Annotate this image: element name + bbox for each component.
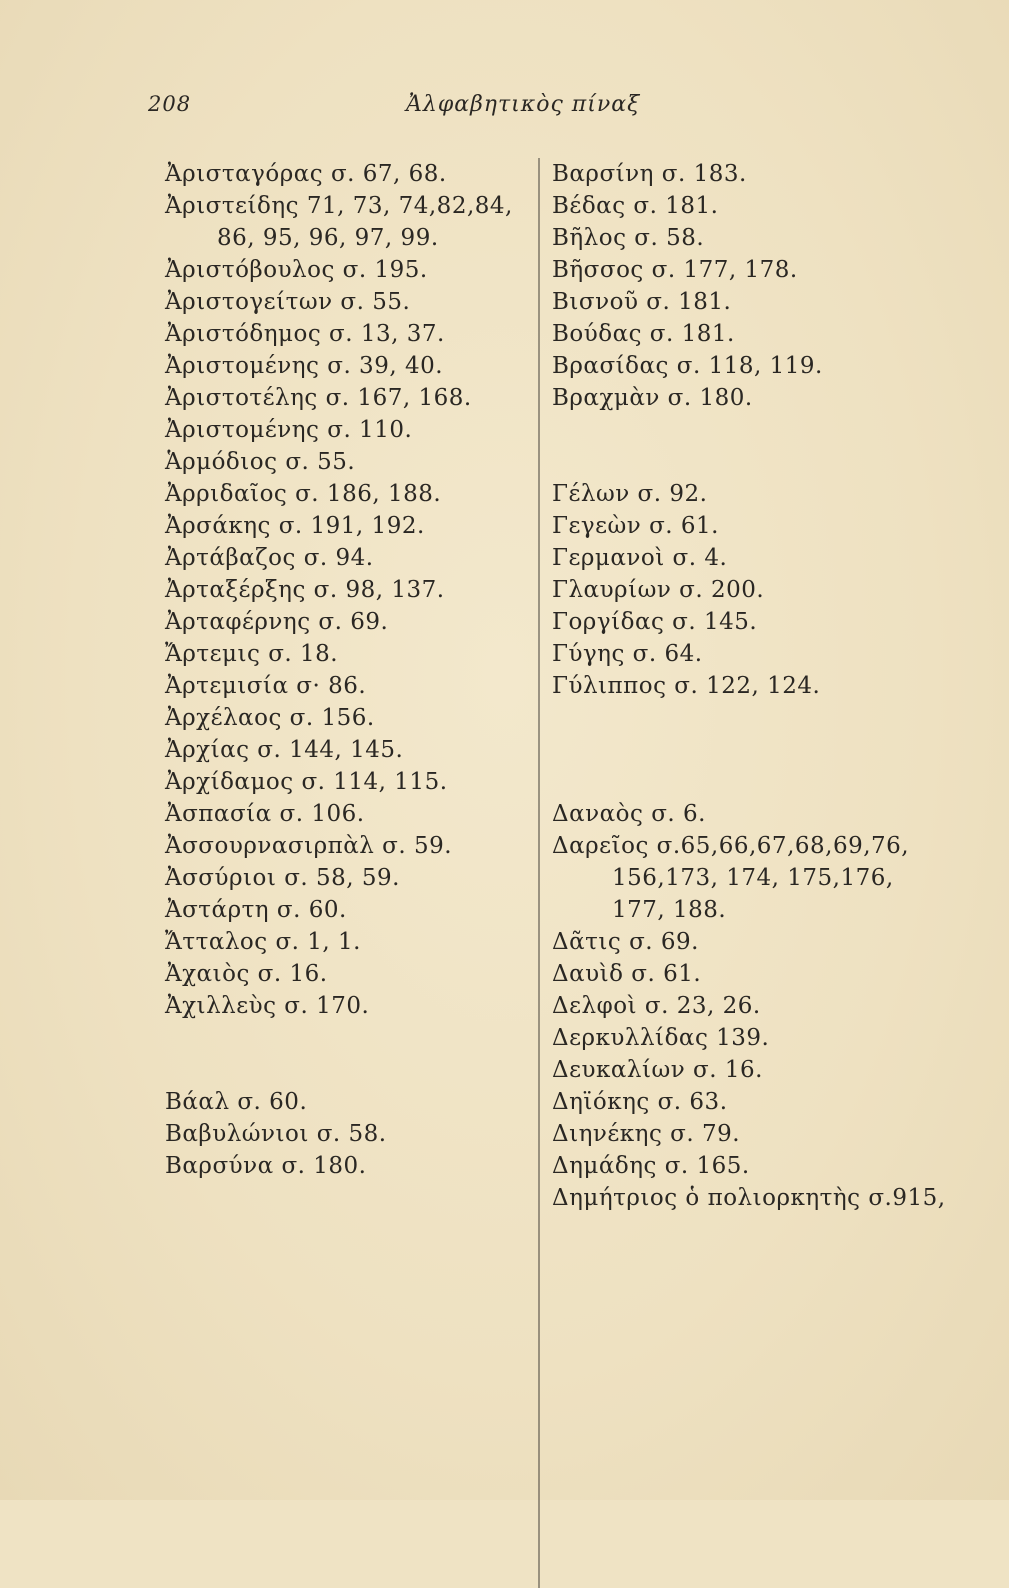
index-entry: Ἀρτάβαζος σ. 94.	[165, 545, 374, 571]
section-gap	[552, 766, 932, 798]
index-entry: Ἀρτεμισία σ· 86.	[165, 673, 367, 699]
left-index-column	[165, 158, 525, 1182]
index-entry: Δηϊόκης σ. 63.	[552, 1089, 728, 1115]
index-entry: Ἀσπασία σ. 106.	[165, 801, 365, 827]
index-entry: Γύγης σ. 64.	[552, 641, 703, 667]
index-entry: Ἀριστείδης 71, 73, 74,82,84,	[165, 193, 513, 219]
index-entry: Ἀστάρτη σ. 60.	[165, 897, 347, 923]
section-gap	[552, 414, 932, 446]
section-gap	[165, 1054, 525, 1086]
index-entry: Ἀριστομένης σ. 39, 40.	[165, 353, 444, 379]
index-entry: Διηνέκης σ. 79.	[552, 1121, 741, 1147]
index-entry: Γεγεὼν σ. 61.	[552, 513, 719, 539]
index-entry: Ἄτταλος σ. 1, 1.	[165, 929, 361, 955]
index-entry: Ἀχιλλεὺς σ. 170.	[165, 993, 370, 1019]
index-entry: Ἀριστογείτων σ. 55.	[165, 289, 411, 315]
section-gap	[165, 1022, 525, 1054]
index-entry: Γύλιππος σ. 122, 124.	[552, 673, 821, 699]
index-entry: Δαρεῖος σ.65,66,67,68,69,76,	[552, 833, 910, 859]
index-entry: Δημήτριος ὁ πολιορκητὴς σ.915,	[552, 1185, 946, 1211]
index-entry: Βαβυλώνιοι σ. 58.	[165, 1121, 387, 1147]
index-entry: Δευκαλίων σ. 16.	[552, 1057, 763, 1083]
index-entry: Ἀριστομένης σ. 110.	[165, 417, 413, 443]
index-entry-continuation: 177, 188.	[612, 897, 727, 923]
index-entry: Ἁρμόδιος σ. 55.	[165, 449, 356, 475]
index-entry: Ἀρριδαῖος σ. 186, 188.	[165, 481, 442, 507]
index-entry: Γερμανοὶ σ. 4.	[552, 545, 728, 571]
right-index-column	[552, 158, 946, 1214]
index-entry: Ἀριστοτέλης σ. 167, 168.	[165, 385, 472, 411]
index-entry: Βρασίδας σ. 118, 119.	[552, 353, 823, 379]
index-entry: Βισνοῦ σ. 181.	[552, 289, 732, 315]
index-entry: Δημάδης σ. 165.	[552, 1153, 750, 1179]
index-entry: Ἀρσάκης σ. 191, 192.	[165, 513, 425, 539]
index-entry: Ἀριστόβουλος σ. 195.	[165, 257, 428, 283]
index-entry: Βέδας σ. 181.	[552, 193, 719, 219]
index-entry: Ἀρχέλαος σ. 156.	[165, 705, 375, 731]
index-entry: Βαρσύνα σ. 180.	[165, 1153, 367, 1179]
index-entry: Ἀρχίδαμος σ. 114, 115.	[165, 769, 448, 795]
index-entry: Βάαλ σ. 60.	[165, 1089, 308, 1115]
index-entry: Δαυὶδ σ. 61.	[552, 961, 702, 987]
index-entry: Ἀρχίας σ. 144, 145.	[165, 737, 404, 763]
index-entry: Ἄρτεμις σ. 18.	[165, 641, 339, 667]
column-divider	[538, 158, 540, 1588]
index-entry: Γοργίδας σ. 145.	[552, 609, 758, 635]
page-header	[148, 92, 888, 132]
page-number: 208	[148, 92, 192, 116]
section-gap	[552, 446, 932, 478]
index-entry: Ἀρταφέρνης σ. 69.	[165, 609, 389, 635]
section-gap	[552, 734, 932, 766]
index-entry: Βούδας σ. 181.	[552, 321, 735, 347]
index-entry: Ἀρταξέρξης σ. 98, 137.	[165, 577, 445, 603]
index-entry: Ἀσσουρνασιρπὰλ σ. 59.	[165, 833, 453, 859]
index-entry: Βραχμὰν σ. 180.	[552, 385, 753, 411]
running-title: Ἀλφαβητικὸς πίναξ	[406, 92, 641, 117]
index-entry: Ἀριστόδημος σ. 13, 37.	[165, 321, 445, 347]
index-entry: Γέλων σ. 92.	[552, 481, 708, 507]
index-entry: Βαρσίνη σ. 183.	[552, 161, 747, 187]
index-entry: Δερκυλλίδας 139.	[552, 1025, 770, 1051]
index-entry: Βῆσσος σ. 177, 178.	[552, 257, 798, 283]
section-gap	[552, 702, 932, 734]
index-entry: Δαναὸς σ. 6.	[552, 801, 706, 827]
index-entry: Δᾶτις σ. 69.	[552, 929, 699, 955]
index-entry-continuation: 86, 95, 96, 97, 99.	[217, 225, 439, 251]
index-entry: Βῆλος σ. 58.	[552, 225, 705, 251]
index-entry: Ἀρισταγόρας σ. 67, 68.	[165, 161, 447, 187]
index-entry: Ἀχαιὸς σ. 16.	[165, 961, 328, 987]
index-entry-continuation: 156,173, 174, 175,176,	[612, 865, 894, 891]
index-entry: Ἀσσύριοι σ. 58, 59.	[165, 865, 400, 891]
index-entry: Δελφοὶ σ. 23, 26.	[552, 993, 761, 1019]
index-entry: Γλαυρίων σ. 200.	[552, 577, 765, 603]
